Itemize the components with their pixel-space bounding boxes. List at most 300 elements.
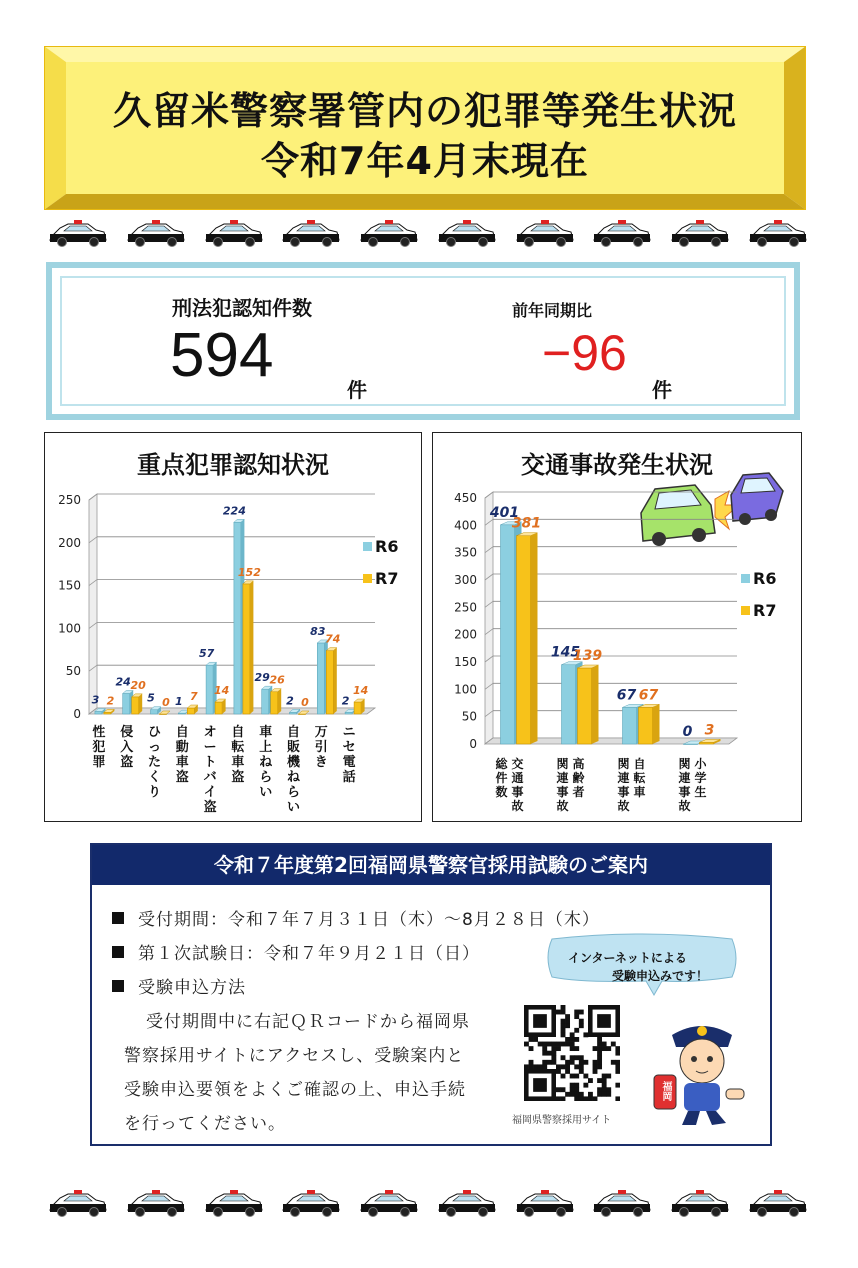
x-tick-label: 自 <box>633 757 646 771</box>
x-tick-label: 事 <box>617 785 630 799</box>
police-car-icon <box>515 218 575 248</box>
y-tick-label: 100 <box>58 621 81 636</box>
x-tick-label: 通 <box>511 771 524 785</box>
qr-module <box>542 1046 547 1051</box>
qr-module <box>583 1032 588 1037</box>
compare-label: 前年同期比 <box>512 301 593 320</box>
x-tick-label: ね <box>286 770 301 785</box>
qr-module <box>565 1023 570 1028</box>
legend-label: R6 <box>753 569 777 588</box>
qr-module <box>561 1028 566 1033</box>
legend-label: R6 <box>375 537 399 556</box>
qr-module <box>588 1092 593 1097</box>
qr-module <box>574 1092 579 1097</box>
bar <box>104 712 111 714</box>
y-tick-label: 50 <box>65 664 81 679</box>
bar <box>234 522 241 714</box>
chart1-title: 重点犯罪認知状況 <box>137 451 329 479</box>
qr-module <box>615 1064 620 1069</box>
police-car-icon <box>281 218 341 248</box>
qr-module <box>556 1064 561 1069</box>
y-tick-label: 0 <box>73 707 81 721</box>
bar <box>317 643 324 714</box>
bar <box>562 665 576 744</box>
banner-title-line1: 久留米警察署管内の犯罪等発生状況 <box>112 89 737 133</box>
qr-module <box>547 1042 552 1047</box>
x-tick-label: 電 <box>342 755 356 770</box>
qr-module <box>583 1096 588 1101</box>
qr-module <box>615 1069 620 1074</box>
qr-module <box>570 1046 575 1051</box>
total-label: 刑法犯認知件数 <box>172 296 312 320</box>
x-tick-label: 小 <box>694 757 707 771</box>
x-tick-label: 連 <box>556 771 569 785</box>
police-car-icon <box>592 1188 652 1218</box>
qr-module <box>574 1037 579 1042</box>
qr-module <box>551 1055 556 1060</box>
qr-module <box>611 1042 616 1047</box>
traffic-accident-chart-box <box>432 432 802 822</box>
qr-module <box>533 1064 538 1069</box>
bar <box>578 668 592 744</box>
x-tick-label: 盗 <box>231 770 245 785</box>
qr-module <box>570 1042 575 1047</box>
qr-module <box>565 1042 570 1047</box>
police-car-icon <box>748 1188 808 1218</box>
data-label: 2 <box>341 694 350 708</box>
qr-module <box>579 1019 584 1024</box>
police-car-icon <box>281 1188 341 1218</box>
qr-module <box>579 1096 584 1101</box>
qr-module <box>561 1042 566 1047</box>
data-label: 0 <box>301 696 309 709</box>
qr-module <box>597 1046 602 1051</box>
qr-module <box>588 1096 593 1101</box>
bar <box>123 693 130 714</box>
qr-module <box>615 1051 620 1056</box>
x-tick-label: 事 <box>678 785 691 799</box>
x-tick-label: バ <box>203 770 217 785</box>
x-tick-label: 故 <box>556 799 569 813</box>
x-tick-label: っ <box>147 740 162 755</box>
data-label: 2 <box>286 694 294 708</box>
x-tick-label: ら <box>286 785 301 800</box>
qr-module <box>597 1087 602 1092</box>
qr-module <box>606 1092 611 1097</box>
qr-module <box>556 1046 561 1051</box>
police-car-icon <box>359 1188 419 1218</box>
qr-module <box>597 1042 602 1047</box>
x-tick-label: オ <box>203 725 217 740</box>
qr-module <box>551 1046 556 1051</box>
qr-module <box>597 1060 602 1065</box>
qr-module <box>529 1037 534 1042</box>
qr-module <box>533 1037 538 1042</box>
police-car-icon <box>670 1188 730 1218</box>
x-tick-label: 連 <box>678 771 691 785</box>
police-car-icon <box>592 218 652 248</box>
x-tick-label: 盗 <box>175 770 189 785</box>
qr-module <box>570 1074 575 1079</box>
bar <box>517 536 531 744</box>
qr-module <box>602 1074 607 1079</box>
x-tick-label: 話 <box>342 770 356 785</box>
x-tick-label: 生 <box>694 785 707 799</box>
data-label: 139 <box>572 648 603 665</box>
x-tick-label: 連 <box>617 771 630 785</box>
x-tick-label: 車 <box>231 755 245 770</box>
bullet-square-icon <box>112 912 124 924</box>
qr-module <box>570 1083 575 1088</box>
compare-unit: 件 <box>652 378 672 402</box>
qr-module <box>579 1060 584 1065</box>
qr-module <box>551 1060 556 1065</box>
title-banner <box>44 46 806 210</box>
key-crime-chart <box>45 433 423 823</box>
qr-module <box>579 1010 584 1015</box>
bar-side <box>333 648 337 714</box>
qr-module <box>602 1092 607 1097</box>
x-tick-label: 盗 <box>203 800 217 815</box>
police-car-icon <box>204 218 264 248</box>
qr-module <box>602 1078 607 1083</box>
qr-module <box>561 1096 566 1101</box>
qr-module <box>574 1074 579 1079</box>
x-tick-label: セ <box>342 740 356 755</box>
qr-module <box>542 1060 547 1065</box>
bar <box>345 712 352 714</box>
bubble-text-2: 受験申込みです！ <box>612 969 709 983</box>
compare-value: −96 <box>542 325 627 381</box>
x-tick-label: 総 <box>495 757 508 771</box>
info-body-line2: 警察採用サイトにアクセスし、受験案内と <box>124 1046 465 1066</box>
qr-module <box>561 1032 566 1037</box>
qr-module <box>574 1046 579 1051</box>
qr-module <box>602 1046 607 1051</box>
qr-module <box>579 1055 584 1060</box>
police-car-icon <box>48 218 108 248</box>
data-label: 381 <box>511 515 542 532</box>
info-method-text: 受験申込方法 <box>138 978 246 998</box>
qr-module <box>529 1064 534 1069</box>
police-mascot-illustration <box>652 1017 752 1129</box>
qr-module <box>538 1064 543 1069</box>
x-tick-label: 動 <box>175 740 189 755</box>
x-tick-label: 学 <box>694 771 707 785</box>
x-tick-label: 入 <box>120 740 134 755</box>
x-tick-label: ね <box>259 755 273 770</box>
qr-finder <box>533 1014 547 1028</box>
data-label: 57 <box>198 647 215 661</box>
data-label: 1 <box>174 695 183 709</box>
qr-module <box>556 1087 561 1092</box>
qr-module <box>561 1023 566 1028</box>
x-tick-label: 件 <box>495 771 508 785</box>
data-label: 3 <box>704 722 715 739</box>
qr-module <box>551 1042 556 1047</box>
bar <box>262 689 269 714</box>
qr-module <box>579 1023 584 1028</box>
x-tick-label: 転 <box>231 740 245 755</box>
legend-swatch <box>363 542 372 551</box>
y-tick-label: 100 <box>454 682 477 697</box>
qr-code[interactable] <box>524 1005 620 1101</box>
legend-label: R7 <box>375 569 399 588</box>
data-label: 0 <box>682 724 693 740</box>
qr-module <box>574 1087 579 1092</box>
y-tick-label: 250 <box>454 600 477 615</box>
qr-module <box>524 1064 529 1069</box>
qr-module <box>579 1064 584 1069</box>
qr-finder <box>597 1014 611 1028</box>
police-car-icon <box>48 1188 108 1218</box>
qr-module <box>597 1051 602 1056</box>
x-tick-label: た <box>147 755 162 770</box>
bar <box>354 702 361 714</box>
qr-module <box>602 1083 607 1088</box>
bar <box>326 651 333 714</box>
bar <box>501 525 515 744</box>
legend-swatch <box>363 574 372 583</box>
info-body-line4: を行ってください。 <box>124 1114 286 1134</box>
data-label: 3 <box>91 693 100 707</box>
qr-module <box>583 1060 588 1065</box>
police-car-row-top <box>48 218 808 252</box>
qr-module <box>561 1074 566 1079</box>
y-tick-label: 50 <box>461 709 477 724</box>
qr-module <box>561 1005 566 1010</box>
data-label: 14 <box>213 684 230 698</box>
banner-title-line2: 令和7年4月末現在 <box>261 139 589 183</box>
data-label: 7 <box>189 690 198 704</box>
qr-module <box>606 1087 611 1092</box>
qr-module <box>570 1092 575 1097</box>
bar <box>95 711 102 714</box>
qr-module <box>574 1055 579 1060</box>
total-value: 594 <box>170 321 274 390</box>
bar-side <box>531 533 538 744</box>
qr-module <box>602 1087 607 1092</box>
key-crime-chart-box <box>44 432 422 822</box>
qr-module <box>602 1042 607 1047</box>
police-car-row-bottom <box>48 1188 808 1222</box>
legend-swatch <box>741 574 750 583</box>
recruitment-header: 令和７年度第2回福岡県警察官採用試験のご案内 <box>92 845 770 885</box>
qr-module <box>556 1069 561 1074</box>
qr-module <box>593 1064 598 1069</box>
qr-module <box>565 1037 570 1042</box>
police-car-icon <box>437 1188 497 1218</box>
x-tick-label: 上 <box>259 740 273 755</box>
bar <box>623 707 637 744</box>
bar <box>151 710 158 714</box>
x-tick-label: 自 <box>286 725 301 740</box>
qr-module <box>570 1055 575 1060</box>
x-tick-label: 事 <box>511 785 524 799</box>
x-tick-label: 機 <box>286 755 301 770</box>
data-label: 24 <box>115 675 131 689</box>
qr-module <box>570 1087 575 1092</box>
qr-module <box>574 1010 579 1015</box>
qr-module <box>593 1046 598 1051</box>
bar <box>132 697 139 714</box>
x-tick-label: 車 <box>175 755 189 770</box>
qr-module <box>588 1078 593 1083</box>
bullet-square-icon <box>112 980 124 992</box>
data-label: 2 <box>106 694 115 708</box>
bar <box>271 692 278 714</box>
info-period-text: 受付期間：令和７年７月３１日（木）～8月２８日（木） <box>138 910 600 930</box>
stats-inner-frame <box>60 276 786 406</box>
qr-module <box>556 1010 561 1015</box>
x-tick-label: 万 <box>314 725 328 740</box>
chart-side-wall <box>485 492 493 744</box>
data-label: 67 <box>616 687 637 704</box>
x-tick-label: ひ <box>147 725 162 740</box>
x-tick-label: 車 <box>633 785 646 799</box>
data-label: 74 <box>325 632 341 646</box>
crime-stats-box <box>46 262 800 420</box>
bullet-square-icon <box>112 946 124 958</box>
bar <box>187 708 194 714</box>
qr-module <box>597 1064 602 1069</box>
info-item-method <box>112 973 246 998</box>
police-car-icon <box>126 218 186 248</box>
chart-side-wall <box>89 494 97 714</box>
x-tick-label: 事 <box>556 785 569 799</box>
bar-side <box>653 704 660 744</box>
qr-module <box>529 1046 534 1051</box>
x-tick-label: 故 <box>678 799 691 813</box>
x-tick-label: 自 <box>175 725 189 740</box>
police-car-icon <box>126 1188 186 1218</box>
qr-module <box>615 1083 620 1088</box>
x-tick-label: 盗 <box>120 755 134 770</box>
recruitment-info-box <box>90 843 772 1146</box>
qr-module <box>583 1074 588 1079</box>
x-tick-label: イ <box>203 785 217 800</box>
qr-module <box>565 1069 570 1074</box>
x-tick-label: 故 <box>511 799 524 813</box>
data-label: 20 <box>130 678 146 692</box>
qr-module <box>551 1051 556 1056</box>
qr-module <box>542 1051 547 1056</box>
qr-module <box>556 1042 561 1047</box>
qr-module <box>579 1069 584 1074</box>
data-label: 67 <box>638 687 659 704</box>
qr-module <box>565 1019 570 1024</box>
data-label: 0 <box>162 696 170 709</box>
qr-module <box>579 1092 584 1097</box>
qr-module <box>597 1037 602 1042</box>
x-tick-label: 関 <box>556 757 569 771</box>
y-tick-label: 0 <box>469 737 477 751</box>
bar <box>206 665 213 714</box>
x-tick-label: ー <box>203 740 217 755</box>
data-label: 14 <box>352 684 369 698</box>
bar <box>215 702 222 714</box>
y-tick-label: 300 <box>454 573 477 587</box>
qr-module <box>529 1060 534 1065</box>
legend-swatch <box>741 606 750 615</box>
info-body-line1: 受付期間中に右記ＱＲコードから福岡県 <box>146 1012 470 1032</box>
bubble-text-1: インターネットによる <box>568 951 687 965</box>
qr-module <box>593 1069 598 1074</box>
qr-module <box>561 1055 566 1060</box>
x-tick-label: 侵 <box>120 725 134 740</box>
qr-module <box>574 1096 579 1101</box>
qr-module <box>606 1046 611 1051</box>
qr-module <box>597 1092 602 1097</box>
qr-finder <box>533 1078 547 1092</box>
bar <box>290 712 297 714</box>
police-car-icon <box>204 1188 264 1218</box>
qr-module <box>574 1028 579 1033</box>
info-exam-date-text: 第１次試験日：令和７年９月２１日（日） <box>138 944 480 964</box>
chart2-title: 交通事故発生状況 <box>521 451 713 479</box>
qr-module <box>561 1064 566 1069</box>
qr-module <box>597 1078 602 1083</box>
x-tick-label: 故 <box>617 799 630 813</box>
police-car-icon <box>748 218 808 248</box>
qr-module <box>574 1083 579 1088</box>
x-tick-label: 関 <box>617 757 630 771</box>
y-tick-label: 200 <box>58 535 81 550</box>
qr-module <box>574 1014 579 1019</box>
data-label: 5 <box>147 691 155 705</box>
x-tick-label: く <box>147 770 162 785</box>
x-tick-label: 転 <box>633 771 646 785</box>
y-tick-label: 150 <box>58 578 81 593</box>
police-car-icon <box>359 218 419 248</box>
qr-module <box>556 1096 561 1101</box>
qr-module <box>615 1060 620 1065</box>
x-tick-label: 車 <box>259 725 273 740</box>
qr-module <box>542 1064 547 1069</box>
qr-module <box>547 1051 552 1056</box>
x-tick-label: 関 <box>678 757 691 771</box>
info-item-period <box>112 905 600 930</box>
traffic-accident-chart <box>433 433 803 823</box>
mascot-badge-text: 福岡 <box>660 1081 671 1101</box>
qr-module <box>561 1010 566 1015</box>
x-tick-label: ら <box>259 770 273 785</box>
y-tick-label: 250 <box>58 493 81 507</box>
x-tick-label: 齢 <box>572 771 585 785</box>
x-tick-label: 数 <box>495 785 508 799</box>
qr-module <box>565 1092 570 1097</box>
legend-label: R7 <box>753 601 777 620</box>
info-body-line3: 受験申込要領をよくご確認の上、申込手続 <box>124 1080 466 1100</box>
qr-module <box>583 1083 588 1088</box>
qr-module <box>597 1055 602 1060</box>
qr-module <box>615 1096 620 1101</box>
y-tick-label: 200 <box>454 627 477 642</box>
qr-module <box>570 1060 575 1065</box>
qr-module <box>615 1046 620 1051</box>
y-tick-label: 400 <box>454 518 477 533</box>
y-tick-label: 450 <box>454 491 477 505</box>
x-tick-label: 犯 <box>92 740 106 755</box>
qr-module <box>570 1032 575 1037</box>
x-tick-label: 性 <box>92 725 106 740</box>
data-label: 29 <box>254 671 270 685</box>
x-tick-label: ニ <box>342 725 356 740</box>
bar-side <box>250 581 254 714</box>
x-tick-label: い <box>286 800 301 815</box>
qr-module <box>547 1060 552 1065</box>
data-label: 152 <box>237 565 261 579</box>
